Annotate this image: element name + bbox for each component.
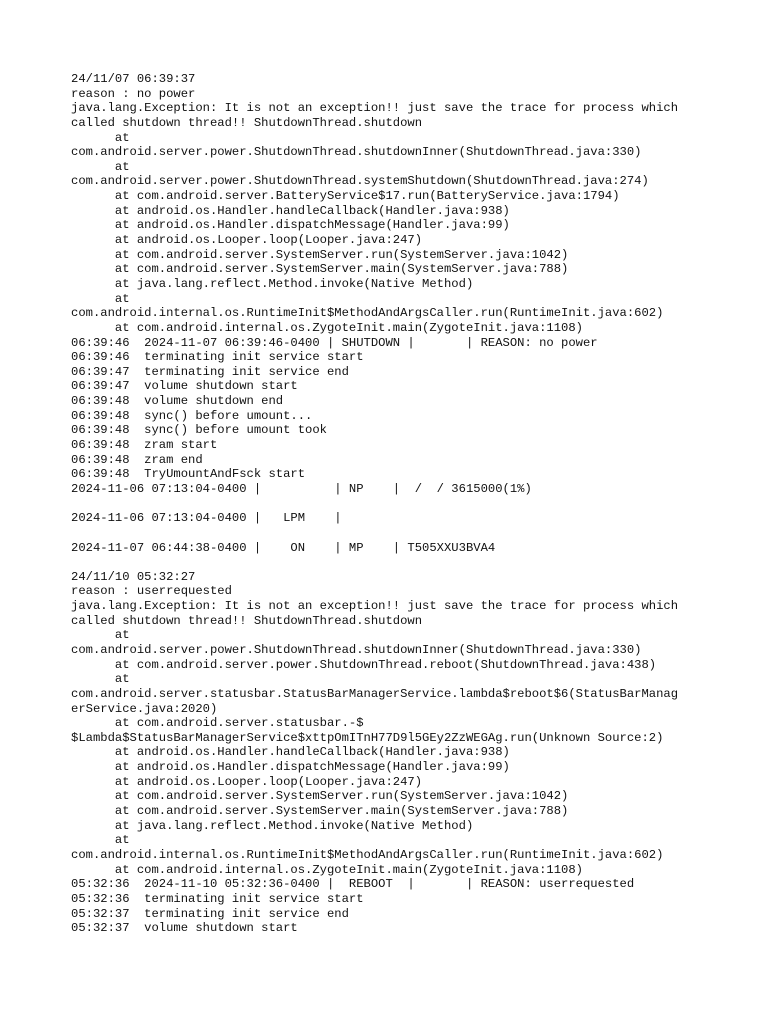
- log-line: 06:39:48 volume shutdown end: [71, 394, 284, 409]
- log-line: 2024-11-06 07:13:04-0400 | | NP | / / 3615000(1%): [71, 481, 532, 496]
- log-line: com.android.internal.os.RuntimeInit$MethodAndArgsCaller.run(RuntimeInit.java:602): [71, 847, 664, 862]
- log-line: 06:39:46 2024-11-07 06:39:46-0400 | SHUTDOWN | | REASON: no power: [71, 335, 598, 350]
- log-line: at com.android.server.SystemServer.run(SystemServer.java:1042): [71, 789, 569, 804]
- log-line: called shutdown thread!! ShutdownThread.shutdown: [71, 115, 423, 130]
- log-line: at: [71, 628, 130, 643]
- log-line: erService.java:2020): [71, 701, 218, 716]
- log-line: 24/11/07 06:39:37: [71, 72, 196, 86]
- log-line: at com.android.server.SystemServer.main(SystemServer.java:788): [71, 262, 569, 277]
- log-line: at android.os.Handler.handleCallback(Handler.java:938): [71, 745, 510, 760]
- log-line: at com.android.internal.os.ZygoteInit.main(ZygoteInit.java:1108): [71, 320, 583, 335]
- log-line: at android.os.Handler.dispatchMessage(Handler.java:99): [71, 218, 510, 233]
- log-line: reason : userrequested: [71, 584, 232, 599]
- log-line: 24/11/10 05:32:27: [71, 569, 196, 584]
- log-line: 06:39:47 terminating init service end: [71, 364, 349, 379]
- log-line: at com.android.server.SystemServer.main(SystemServer.java:788): [71, 804, 569, 819]
- log-line: at java.lang.reflect.Method.invoke(Native Method): [71, 818, 474, 833]
- log-line: at com.android.server.BatteryService$17.run(BatteryService.java:1794): [71, 189, 620, 204]
- log-line: 06:39:48 sync() before umount...: [71, 408, 313, 423]
- log-line: com.android.server.statusbar.StatusBarManagerService.lambda$reboot$6(StatusBarManag: [71, 686, 679, 701]
- log-line: at java.lang.reflect.Method.invoke(Native Method): [71, 276, 474, 291]
- log-line: 06:39:47 volume shutdown start: [71, 379, 298, 394]
- log-line: com.android.server.power.ShutdownThread.systemShutdown(ShutdownThread.java:274): [71, 174, 649, 189]
- log-line: com.android.server.power.ShutdownThread.shutdownInner(ShutdownThread.java:330): [71, 642, 642, 657]
- log-line: [71, 526, 711, 541]
- log-line: at android.os.Handler.dispatchMessage(Handler.java:99): [71, 760, 510, 775]
- log-line: at com.android.internal.os.ZygoteInit.main(ZygoteInit.java:1108): [71, 862, 583, 877]
- log-line: at com.android.server.SystemServer.run(SystemServer.java:1042): [71, 247, 569, 262]
- log-line: 05:32:36 terminating init service start: [71, 891, 364, 906]
- log-line: 06:39:48 sync() before umount took: [71, 423, 327, 438]
- log-document: [71, 72, 711, 936]
- log-line: 05:32:37 volume shutdown start: [71, 921, 298, 936]
- log-line: called shutdown thread!! ShutdownThread.shutdown: [71, 613, 423, 628]
- log-line: at: [71, 833, 130, 848]
- log-line: com.android.server.power.ShutdownThread.shutdownInner(ShutdownThread.java:330): [71, 145, 642, 160]
- log-line: $Lambda$StatusBarManagerService$xttpOmITnH77D9l5GEy2ZzWEGAg.run(Unknown Source:2): [71, 730, 664, 745]
- log-line: at com.android.server.statusbar.-$: [71, 716, 364, 731]
- log-line: at: [71, 672, 130, 687]
- log-line: 06:39:46 terminating init service start: [71, 350, 364, 365]
- log-line: at com.android.server.power.ShutdownThread.reboot(ShutdownThread.java:438): [71, 657, 657, 672]
- log-line: 2024-11-06 07:13:04-0400 | LPM |: [71, 511, 342, 526]
- log-line: 06:39:48 zram start: [71, 438, 218, 453]
- log-line: at: [71, 130, 130, 145]
- log-line: 05:32:37 terminating init service end: [71, 906, 349, 921]
- log-line: java.lang.Exception: It is not an exception!! just save the trace for process which: [71, 101, 679, 116]
- log-line: at: [71, 159, 130, 174]
- log-line: 06:39:48 TryUmountAndFsck start: [71, 467, 306, 482]
- log-line: 2024-11-07 06:44:38-0400 | ON | MP | T505XXU3BVA4: [71, 540, 496, 555]
- log-line: 05:32:36 2024-11-10 05:32:36-0400 | REBOOT | | REASON: userrequested: [71, 877, 635, 892]
- log-line: 06:39:48 zram end: [71, 452, 203, 467]
- log-line: at: [71, 291, 130, 306]
- log-line: reason : no power: [71, 86, 196, 101]
- log-line: com.android.internal.os.RuntimeInit$MethodAndArgsCaller.run(RuntimeInit.java:602): [71, 306, 664, 321]
- log-line: java.lang.Exception: It is not an exception!! just save the trace for process which: [71, 599, 679, 614]
- log-line: at android.os.Looper.loop(Looper.java:247): [71, 774, 423, 789]
- log-line: [71, 555, 711, 570]
- log-line: [71, 497, 711, 512]
- log-line: at android.os.Handler.handleCallback(Handler.java:938): [71, 203, 510, 218]
- log-line: at android.os.Looper.loop(Looper.java:247): [71, 233, 423, 248]
